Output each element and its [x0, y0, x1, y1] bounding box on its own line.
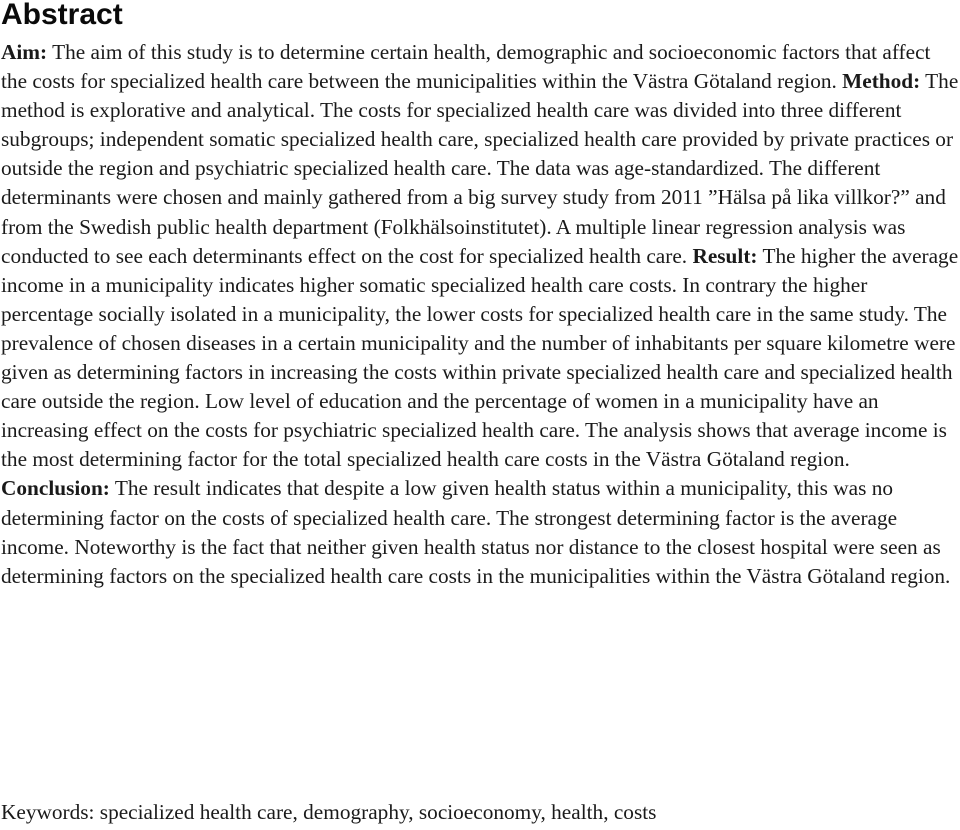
aim-text: The aim of this study is to determine certain health, demographic and socioeconomic factors that affect the costs for specialized health care between the municipalities within the Västra Götaland region.	[1, 40, 931, 94]
abstract-body	[1, 38, 959, 591]
result-text: The higher the average income in a municipality indicates higher somatic specialized health care costs. In contrary the higher percentage socially isolated in a municipality, the lower costs for specialized health care in the same study. The prevalence of chosen diseases in a certain municipality and the number of inhabitants per square kilometre were given as determining factors in increasing the costs within private specialized health care and specialized health care outside the region. Low level of education and the percentage of women in a municipality have an increasing effect on the costs for psychiatric specialized health care. The analysis shows that average income is the most determining factor for the total specialized health care costs in the Västra Götaland region.	[1, 243, 959, 472]
conclusion-label: Conclusion:	[1, 476, 110, 501]
method-label: Method:	[842, 69, 921, 94]
aim-label: Aim:	[1, 40, 48, 64]
method-text: The method is explorative and analytical. The costs for specialized health care was divided into three different subgroups; independent somatic specialized health care, specialized health care provided by private practices or outside the region and psychiatric specialized health care. The data was age-standardized. The different determinants were chosen and mainly gathered from a big survey study from 2011 ”Hälsa på lika villkor?” and from the Swedish public health department (Folkhälsoinstitutet). A multiple linear regression analysis was conducted to see each determinants effect on the cost for specialized health care.	[1, 69, 959, 268]
conclusion-text: The result indicates that despite a low given health status within a municipality, this was no determining factor on the costs of specialized health care. The strongest determining factor is the average income. Noteworthy is the fact that neither given health status nor distance to the closest hospital were seen as determining factors on the specialized health care costs in the municipalities within the Västra Götaland region.	[1, 476, 951, 588]
abstract-heading: Abstract	[1, 0, 123, 31]
result-label: Result:	[692, 243, 758, 268]
keywords-line: Keywords: specialized health care, demography, socioeconomy, health, costs	[1, 800, 657, 824]
